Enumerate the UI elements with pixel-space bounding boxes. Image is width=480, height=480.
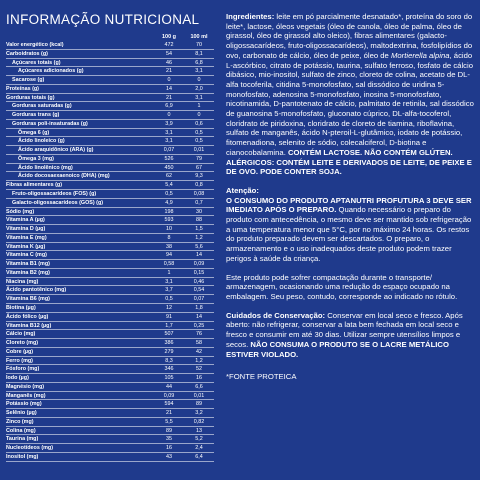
table-row bbox=[6, 286, 214, 295]
value-per-100ml: 0,01 bbox=[193, 392, 205, 399]
nutrition-table bbox=[6, 34, 214, 462]
column-header-100ml: 100 ml bbox=[190, 34, 208, 40]
nutrient-name: Ácido fólico (µg) bbox=[6, 313, 49, 320]
value-per-100g: 62 bbox=[166, 173, 172, 180]
value-per-100ml: 0,5 bbox=[195, 129, 203, 136]
value-per-100ml: 0,15 bbox=[193, 269, 205, 276]
table-row bbox=[6, 278, 214, 287]
value-per-100g: 44 bbox=[166, 383, 172, 390]
value-per-100ml: 14 bbox=[196, 313, 202, 320]
value-per-100g: 3,1 bbox=[165, 138, 173, 145]
table-row bbox=[6, 85, 214, 94]
value-per-100g: 507 bbox=[164, 331, 174, 338]
nutrient-name: Taurina (mg) bbox=[6, 436, 39, 443]
value-per-100g: 21 bbox=[166, 410, 172, 417]
value-per-100ml: 89 bbox=[196, 401, 202, 408]
nutrient-name: Ácido linoleico (g) bbox=[18, 138, 65, 145]
nutrient-name: Gorduras saturadas (g) bbox=[12, 103, 72, 110]
table-row bbox=[6, 41, 214, 50]
value-per-100ml: 1,8 bbox=[195, 304, 203, 311]
table-row bbox=[6, 400, 214, 409]
value-per-100ml: 0,01 bbox=[193, 147, 205, 154]
nutrient-name: Iodo (µg) bbox=[6, 375, 29, 382]
value-per-100g: 0,58 bbox=[163, 261, 175, 268]
value-per-100ml: 9,3 bbox=[195, 173, 203, 180]
value-per-100ml: 0,82 bbox=[193, 418, 205, 425]
value-per-100ml: 3,1 bbox=[195, 68, 203, 75]
table-row bbox=[6, 120, 214, 129]
value-per-100ml: 76 bbox=[196, 331, 202, 338]
value-per-100g: 3,1 bbox=[165, 129, 173, 136]
ingredients-section bbox=[226, 12, 476, 177]
value-per-100ml: 0,8 bbox=[195, 182, 203, 189]
value-per-100g: 21 bbox=[166, 68, 172, 75]
value-per-100g: 3,7 bbox=[165, 287, 173, 294]
table-row bbox=[6, 102, 214, 111]
nutrient-name: Cloreto (mg) bbox=[6, 340, 39, 347]
table-row bbox=[6, 111, 214, 120]
value-per-100g: 5,5 bbox=[165, 418, 173, 425]
value-per-100g: 46 bbox=[166, 59, 172, 66]
table-row bbox=[6, 94, 214, 103]
value-per-100g: 0,5 bbox=[165, 191, 173, 198]
table-row bbox=[6, 330, 214, 339]
value-per-100ml: 5,6 bbox=[195, 243, 203, 250]
nutrient-name: Proteínas (g) bbox=[6, 85, 39, 92]
nutrient-name: Colina (mg) bbox=[6, 427, 36, 434]
value-per-100g: 94 bbox=[166, 252, 172, 259]
value-per-100ml: 6,8 bbox=[195, 59, 203, 66]
value-per-100g: 6,9 bbox=[165, 103, 173, 110]
value-per-100ml: 13 bbox=[196, 427, 202, 434]
protein-source-footnote: *FONTE PROTEICA bbox=[226, 372, 297, 382]
table-row bbox=[6, 374, 214, 383]
value-per-100ml: 3,2 bbox=[195, 410, 203, 417]
value-per-100ml: 6,4 bbox=[195, 453, 203, 460]
value-per-100g: 16 bbox=[166, 445, 172, 452]
value-per-100g: 346 bbox=[164, 366, 174, 373]
value-per-100g: 279 bbox=[164, 348, 174, 355]
value-per-100ml: 0,46 bbox=[193, 278, 205, 285]
value-per-100g: 3,9 bbox=[165, 120, 173, 127]
nutrient-name: Cálcio (mg) bbox=[6, 331, 36, 338]
nutrition-panel bbox=[6, 12, 214, 462]
nutrient-name: Vitamina B12 (µg) bbox=[6, 322, 52, 329]
nutrient-name: Zinco (mg) bbox=[6, 418, 34, 425]
nutrient-name: Carboidratos (g) bbox=[6, 50, 48, 57]
value-per-100ml: 58 bbox=[196, 340, 202, 347]
table-row bbox=[6, 260, 214, 269]
nutrient-name: Ácido araquidônico (ARA) (g) bbox=[18, 147, 94, 154]
value-per-100ml: 1,2 bbox=[195, 357, 203, 364]
value-per-100g: 386 bbox=[164, 340, 174, 347]
nutrient-name: Fósforo (mg) bbox=[6, 366, 40, 373]
value-per-100ml: 1,5 bbox=[195, 226, 203, 233]
ingredients-label: Ingredientes: bbox=[226, 12, 275, 21]
table-row bbox=[6, 409, 214, 418]
conservation-warning: NÃO CONSUMA O PRODUTO SE O LACRE METÁLICO ESTIVER VIOLADO. bbox=[226, 339, 449, 359]
table-row bbox=[6, 392, 214, 401]
value-per-100ml: 70 bbox=[196, 42, 202, 48]
transport-note: Este produto pode sofrer compactação durante o transporte/ armazenagem, ocasionando uma redução do espaço ocupado na embalagem. Seu peso, contudo, corresponde ao indicado no rótulo. bbox=[226, 272, 458, 301]
nutrient-name: Ácido linolênico (mg) bbox=[18, 164, 73, 171]
ingredients-species: Mortierella alpina bbox=[390, 50, 450, 60]
nutrient-name: Magnésio (mg) bbox=[6, 383, 45, 390]
value-per-100g: 105 bbox=[164, 375, 174, 382]
nutrient-name: Selênio (µg) bbox=[6, 410, 37, 417]
value-per-100ml: 0,5 bbox=[195, 138, 203, 145]
value-per-100ml: 67 bbox=[196, 164, 202, 171]
nutrient-name: Sódio (mg) bbox=[6, 208, 35, 215]
value-per-100g: 54 bbox=[166, 50, 172, 57]
value-per-100g: 0,5 bbox=[165, 296, 173, 303]
value-per-100ml: 0,54 bbox=[193, 287, 205, 294]
table-row bbox=[6, 181, 214, 190]
attention-label: Atenção: bbox=[226, 185, 259, 195]
value-per-100g: 0,07 bbox=[163, 147, 175, 154]
nutrient-name: Nucleotídeos (mg) bbox=[6, 445, 54, 452]
attention-warning: O CONSUMO DO PRODUTO APTANUTRI PROFUTURA 3 DEVE SER IMEDIATO APÓS O PREPARO. bbox=[226, 195, 472, 215]
attention-section bbox=[226, 196, 476, 264]
nutrient-name: Biotina (µg) bbox=[6, 304, 36, 311]
table-row bbox=[6, 295, 214, 304]
value-per-100g: 89 bbox=[166, 427, 172, 434]
conservation-section bbox=[226, 311, 476, 360]
value-per-100ml: 16 bbox=[196, 375, 202, 382]
table-row bbox=[6, 269, 214, 278]
ingredients-text: leite em pó parcialmente desnatado*, proteína do soro do leite*, lactose, óleos vegetais (óleo de canola, óleo de palma, óleo de girassol, óleo de girassol alto oleico), fibras alimentares (galacto-oligossacarídeos, fruto-oligossacarídeos), maltodextrina, fosfolipídios do ovo, carbonato de cálcio, óleo de peixe, óleo de bbox=[226, 12, 473, 60]
nutrient-name: Vitamina B1 (mg) bbox=[6, 261, 50, 268]
table-row bbox=[6, 67, 214, 76]
table-row bbox=[6, 453, 214, 462]
nutrient-name: Cobre (µg) bbox=[6, 348, 34, 355]
value-per-100ml: 88 bbox=[196, 217, 202, 224]
value-per-100ml: 0,6 bbox=[195, 120, 203, 127]
value-per-100ml: 0,09 bbox=[193, 261, 205, 268]
value-per-100g: 14 bbox=[166, 85, 172, 92]
table-row bbox=[6, 137, 214, 146]
value-per-100g: 1,7 bbox=[165, 322, 173, 329]
nutrient-name: Manganês (mg) bbox=[6, 392, 46, 399]
table-row bbox=[6, 435, 214, 444]
nutrient-name: Vitamina K (µg) bbox=[6, 243, 46, 250]
nutrient-name: Fibras alimentares (g) bbox=[6, 182, 63, 189]
table-row bbox=[6, 146, 214, 155]
value-per-100g: 472 bbox=[164, 42, 174, 48]
column-header-100g: 100 g bbox=[161, 34, 177, 40]
nutrient-name: Niacina (mg) bbox=[6, 278, 39, 285]
nutrient-name: Gorduras totais (g) bbox=[6, 94, 55, 101]
table-row bbox=[6, 155, 214, 164]
ingredients-text-continued: , ácido L-ascórbico, citrato de potássio, taurina, sulfato ferroso, fosfato de cálcio dibásico, mio-inositol, sulfato de zinco, cloreto de colina, acetato de DL-alfa tocoferila, citidina 5-monofosfato, sal dissódico de uridina 5-monofosfato, adenosina 5-monofosfato, inosina 5-monofosfato, nicotinamida, D-pantotenato de cálcio, palmitato de retinila, sal dissódico de guanosina 5-monofosfato, gluconato cúprico, DL-alfa-tocoferol, cloridrato de piridoxina, cloridrato de cloreto de tiamina, riboflavina, sulfato de manganês, ácido N-pteroil-L-glutâmico, iodato de potássio, fitomenadiona, selenito de sódio, colecalciferol, D-biotina e cianocobalamina. bbox=[226, 50, 474, 157]
conservation-text: Conservar em local seco e fresco. Após aberto: não refrigerar, conservar a lata bem fechada em local seco e fresco e consumir em até 30 dias. Utilizar sempre utensílios limpos e secos. bbox=[226, 310, 463, 349]
value-per-100g: 198 bbox=[164, 208, 174, 215]
table-row bbox=[6, 243, 214, 252]
value-per-100g: 91 bbox=[166, 313, 172, 320]
table-row bbox=[6, 164, 214, 173]
table-row bbox=[6, 313, 214, 322]
nutrient-name: Vitamina B2 (mg) bbox=[6, 269, 50, 276]
table-row bbox=[6, 383, 214, 392]
value-per-100g: 4,9 bbox=[165, 199, 173, 206]
nutrient-name: Galacto-oligossacarídeos (GOS) (g) bbox=[12, 199, 104, 206]
nutrient-name: Vitamina C (mg) bbox=[6, 252, 47, 259]
value-per-100ml: 0,25 bbox=[193, 322, 205, 329]
value-per-100ml: 0 bbox=[197, 77, 201, 84]
value-per-100g: 593 bbox=[164, 217, 174, 224]
nutrition-rows bbox=[6, 41, 214, 462]
nutrient-name: Ácido docosaexaenoico (DHA) (mg) bbox=[18, 173, 110, 180]
value-per-100g: 450 bbox=[164, 164, 174, 171]
table-row bbox=[6, 50, 214, 59]
table-row bbox=[6, 76, 214, 85]
table-row bbox=[6, 339, 214, 348]
table-row bbox=[6, 216, 214, 225]
value-per-100ml: 0,07 bbox=[193, 296, 205, 303]
nutrient-name: Açúcares totais (g) bbox=[12, 59, 61, 66]
value-per-100g: 8,3 bbox=[165, 357, 173, 364]
table-row bbox=[6, 418, 214, 427]
value-per-100ml: 1,2 bbox=[195, 234, 203, 241]
value-per-100g: 43 bbox=[166, 453, 172, 460]
value-per-100g: 0,09 bbox=[163, 392, 175, 399]
table-row bbox=[6, 190, 214, 199]
value-per-100ml: 0 bbox=[197, 112, 201, 119]
table-row bbox=[6, 348, 214, 357]
table-row bbox=[6, 225, 214, 234]
nutrient-name: Ômega 3 (mg) bbox=[18, 155, 54, 162]
nutrition-title: INFORMAÇÃO NUTRICIONAL bbox=[6, 12, 200, 27]
value-per-100g: 5,4 bbox=[165, 182, 173, 189]
nutrient-name: Vitamina E (mg) bbox=[6, 234, 47, 241]
value-per-100g: 12 bbox=[166, 304, 172, 311]
allergen-warning: CONTÉM LACTOSE. NÃO CONTÉM GLÚTEN. ALÉRGICOS: CONTÉM LEITE E DERIVADOS DE LEITE, DE PEIXE E DE OVO. PODE CONTER SOJA. bbox=[226, 147, 472, 177]
table-row bbox=[6, 357, 214, 366]
nutrient-name: Vitamina D (µg) bbox=[6, 226, 46, 233]
value-per-100ml: 1 bbox=[197, 103, 201, 110]
value-per-100ml: 2,4 bbox=[195, 445, 203, 452]
nutrient-name: Vitamina B6 (mg) bbox=[6, 296, 50, 303]
value-per-100g: 35 bbox=[166, 436, 172, 443]
value-per-100ml: 30 bbox=[196, 208, 202, 215]
value-per-100ml: 3,1 bbox=[195, 94, 203, 101]
value-per-100g: 38 bbox=[166, 243, 172, 250]
value-per-100ml: 0,08 bbox=[193, 191, 205, 198]
value-per-100ml: 5,2 bbox=[195, 436, 203, 443]
value-per-100g: 3,1 bbox=[165, 278, 173, 285]
table-row bbox=[6, 199, 214, 208]
nutrition-table-header bbox=[6, 34, 214, 41]
nutrient-name: Vitamina A (µg) bbox=[6, 217, 45, 224]
table-row bbox=[6, 172, 214, 181]
value-per-100g: 594 bbox=[164, 401, 174, 408]
nutrient-name: Valor energético (kcal) bbox=[6, 42, 64, 48]
nutrient-name: Gorduras trans (g) bbox=[12, 112, 60, 119]
value-per-100ml: 0,7 bbox=[195, 199, 203, 206]
table-row bbox=[6, 129, 214, 138]
nutrient-name: Ômega 6 (g) bbox=[18, 129, 50, 136]
value-per-100ml: 79 bbox=[196, 155, 202, 162]
table-row bbox=[6, 208, 214, 217]
value-per-100g: 0 bbox=[167, 77, 171, 84]
table-row bbox=[6, 444, 214, 453]
nutrient-name: Inositol (mg) bbox=[6, 453, 39, 460]
nutrient-name: Ácido pantotênico (mg) bbox=[6, 287, 67, 294]
table-row bbox=[6, 322, 214, 331]
value-per-100ml: 42 bbox=[196, 348, 202, 355]
value-per-100g: 0 bbox=[167, 112, 171, 119]
value-per-100ml: 2,0 bbox=[195, 85, 203, 92]
table-row bbox=[6, 304, 214, 313]
nutrient-name: Ferro (mg) bbox=[6, 357, 33, 364]
value-per-100g: 1 bbox=[167, 269, 171, 276]
conservation-label: Cuidados de Conservação: bbox=[226, 310, 326, 320]
nutrient-name: Sacarose (g) bbox=[12, 77, 45, 84]
table-row bbox=[6, 365, 214, 374]
table-row bbox=[6, 59, 214, 68]
value-per-100g: 10 bbox=[166, 226, 172, 233]
value-per-100g: 526 bbox=[164, 155, 174, 162]
value-per-100ml: 52 bbox=[196, 366, 202, 373]
value-per-100ml: 6,6 bbox=[195, 383, 203, 390]
table-row bbox=[6, 251, 214, 260]
label-text-panel bbox=[226, 12, 476, 382]
nutrient-name: Fruto-oligossacarídeos (FOS) (g) bbox=[12, 191, 97, 198]
attention-text: Quando necessário o preparo do produto com antecedência, o mesmo deve ser mantido sob refrigeração a uma temperatura menor que 5°C, por no máximo 24 horas. Os restos do produto preparado devem ser descartados. O preparo, o armazenamento e o uso inadequados deste produto podem trazer perigos à saúde da criança. bbox=[226, 205, 472, 263]
nutrient-name: Açúcares adicionados (g) bbox=[18, 68, 84, 75]
value-per-100ml: 14 bbox=[196, 252, 202, 259]
table-row bbox=[6, 427, 214, 436]
value-per-100g: 8 bbox=[167, 234, 171, 241]
value-per-100g: 21 bbox=[166, 94, 172, 101]
value-per-100ml: 8,1 bbox=[195, 50, 203, 57]
nutrient-name: Gorduras poli-insaturadas (g) bbox=[12, 120, 88, 127]
nutrient-name: Potássio (mg) bbox=[6, 401, 42, 408]
table-row bbox=[6, 234, 214, 243]
